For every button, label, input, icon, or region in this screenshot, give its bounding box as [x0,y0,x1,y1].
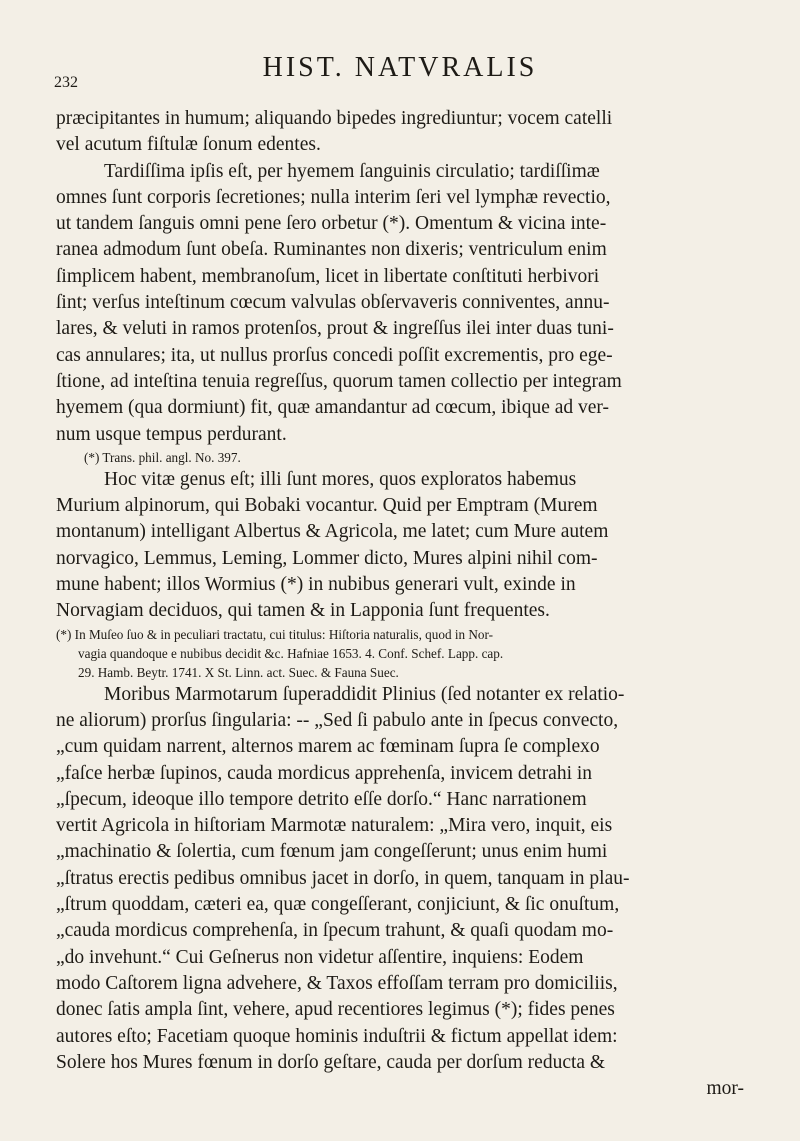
text-line: vertit Agricola in hiſtoriam Marmotæ naturalem: „Mira vero, inquit, eis [56,815,613,837]
footnote-line: vagia quandoque e nubibus decidit &c. Hafniae 1653. 4. Conf. Schef. Lapp. cap. [78,645,504,661]
text-line: „ſpecum, ideoque illo tempore detrito eſſe dorſo.“ Hanc narrationem [56,788,587,810]
text-line: num usque tempus perdurant. [56,423,287,445]
text-line: mune habent; illos Wormius (*) in nubibus generari vult, exinde in [56,574,576,596]
page-header [0,52,800,92]
text-line: Norvagiam deciduos, qui tamen & in Lapponia ſunt frequentes. [56,600,550,622]
page-number: 232 [54,74,78,91]
text-line: donec ſatis ampla ſint, vehere, apud recentiores legimus (*); fides penes [56,999,615,1021]
text-line: „ſtrum quoddam, cæteri ea, quæ congeſſerant, conjiciunt, & ſic onuſtum, [56,894,620,916]
text-line: „machinatio & ſolertia, cum fœnum jam congeſſerunt; unus enim humi [56,841,608,863]
text-line: lares, & veluti in ramos protenſos, prout & ingreſſus ilei inter duas tuni- [56,318,614,340]
text-line: præcipitantes in humum; aliquando bipedes ingrediuntur; vocem catelli [56,108,613,129]
text-line: cas annulares; ita, ut nullus prorſus concedi poſſit excrementis, pro ege- [56,344,613,366]
footnote-line: (*) In Muſeo ſuo & in peculiari tractatu, cui titulus: Hiſtoria naturalis, quod in Nor- [56,626,494,642]
text-line: hyemem (qua dormiunt) fit, quæ amandantur ad cœcum, ibique ad ver- [56,397,610,419]
text-line: omnes ſunt corporis ſecretiones; nulla interim ſeri vel lymphæ revectio, [56,186,611,208]
text-line: autores eſto; Facetiam quoque hominis induſtrii & fictum appellat idem: [56,1025,618,1047]
text-line: ſint; verſus inteſtinum cœcum valvulas obſervaveris conniventes, annu- [56,292,610,314]
catchword: mor- [706,1078,744,1100]
footnote-line: (*) Trans. phil. angl. No. 397. [84,449,241,465]
text-line: ne aliorum) prorſus ſingularia: -- „Sed ſi pabulo ante in ſpecus convecto, [56,709,619,731]
body-text [56,106,756,1102]
text-line: „cum quidam narrent, alternos marem ac fœminam ſupra ſe complexo [56,736,600,758]
text-line: Tardiſſima ipſis eſt, per hyemem ſanguinis circulatio; tardiſſimæ [104,160,600,182]
text-line: Murium alpinorum, qui Bobaki vocantur. Quid per Emptram (Murem [56,495,598,517]
footnote-line: 29. Hamb. Beytr. 1741. X St. Linn. act. Suec. & Fauna Suec. [78,664,399,680]
text-line: montanum) intelligant Albertus & Agricola, me latet; cum Mure autem [56,521,609,543]
text-line: ſtione, ad inteſtina tenuia regreſſus, quorum tamen collectio per integram [56,370,622,392]
text-line: Hoc vitæ genus eſt; illi ſunt mores, quos exploratos habemus [104,468,577,490]
text-line: vel acutum fiſtulæ ſonum edentes. [56,134,321,156]
text-line: ut tandem ſanguis omni pene ſero orbetur (*). Omentum & vicina inte- [56,213,607,235]
text-line: norvagico, Lemmus, Leming, Lommer dicto, Mures alpini nihil com- [56,547,598,569]
text-line: „faſce herbæ ſupinos, cauda mordicus apprehenſa, invicem detrahi in [56,762,593,784]
text-line: modo Caſtorem ligna advehere, & Taxos effoſſam terram pro domiciliis, [56,972,618,994]
text-line: „cauda mordicus comprehenſa, in ſpecum trahunt, & quaſi quodam mo- [56,920,614,942]
text-line: ſimplicem habent, membranoſum, licet in libertate conſtituti herbivori [56,265,600,287]
text-line: ranea admodum ſunt obeſa. Ruminantes non dixeris; ventriculum enim [56,239,607,261]
text-line: Moribus Marmotarum ſuperaddidit Plinius (ſed notanter ex relatio- [104,683,625,705]
text-line: Solere hos Mures fœnum in dorſo geſtare, cauda per dorſum reducta & [56,1051,606,1073]
text-line: „do invehunt.“ Cui Geſnerus non videtur aſſentire, inquiens: Eodem [56,946,584,968]
running-head: HIST. NATVRALIS [262,52,538,83]
text-line: „ſtratus erectis pedibus omnibus jacet in dorſo, in quem, tanquam in plau- [56,867,630,889]
